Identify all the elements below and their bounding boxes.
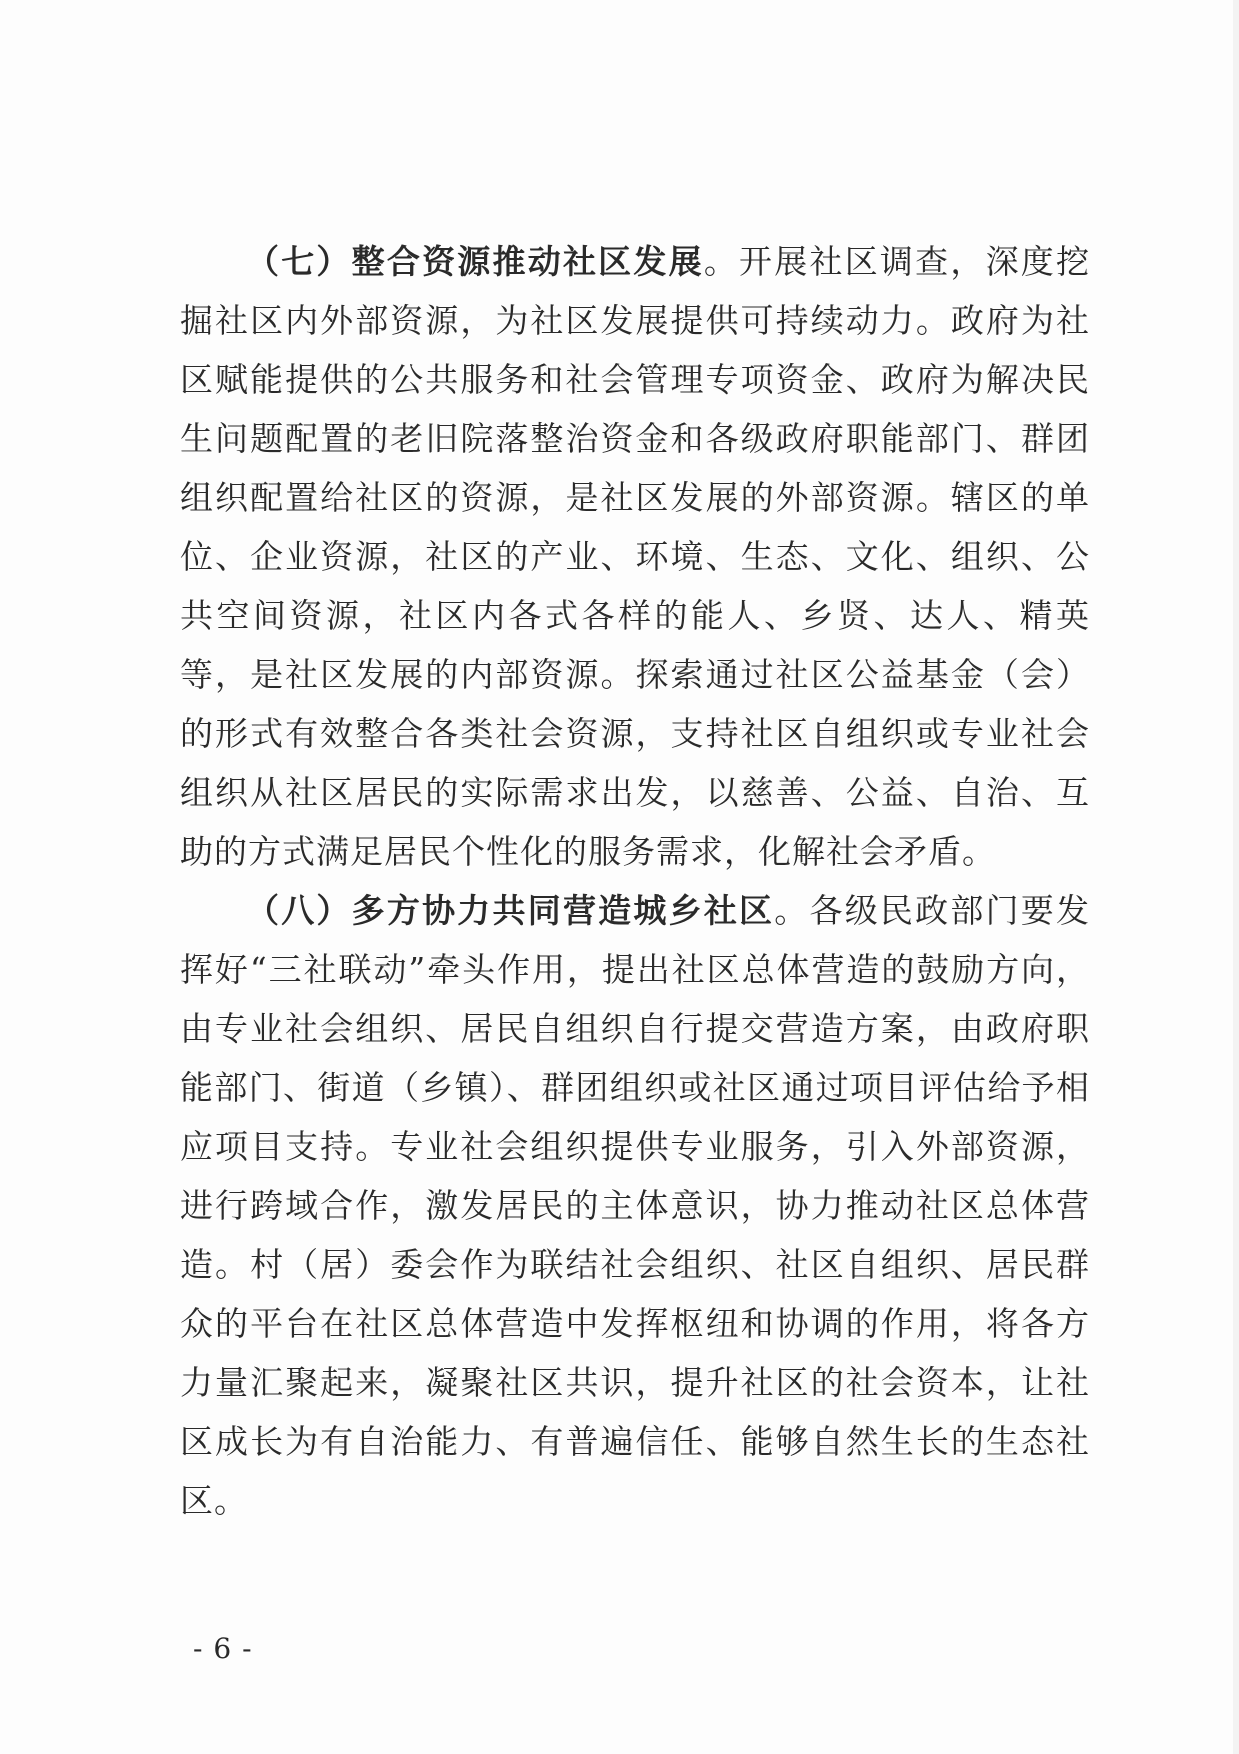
page-number: - 6 - [193,1632,253,1665]
paragraph-7-text: 。开展社区调查，深度挖掘社区内外部资源，为社区发展提供可持续动力。政府为社区赋能提供的公共服务和社会管理专项资金、政府为解决民生问题配置的老旧院落整治资金和各级政府职能部门、群团组织配置给社区的资源，是社区发展的外部资源。辖区的单位、企业资源，社区的产业、环境、生态、文化、组织、公共空间资源，社区内各式各样的能人、乡贤、达人、精英等，是社区发展的内部资源。探索通过社区公益基金（会）的形式有效整合各类社会资源，支持社区自组织或专业社会组织从社区居民的实际需求出发，以慈善、公益、自治、互助的方式满足居民个性化的服务需求，化解社会矛盾。 [180,242,1091,871]
paragraph-7-heading: （七）整合资源推动社区发展 [246,242,704,281]
paragraph-8-text: 。各级民政部门要发挥好“三社联动”牵头作用，提出社区总体营造的鼓励方向，由专业社会组织、居民自组织自行提交营造方案，由政府职能部门、街道（乡镇）、群团组织或社区通过项目评估给予相应项目支持。专业社会组织提供专业服务，引入外部资源，进行跨域合作，激发居民的主体意识，协力推动社区总体营造。村（居）委会作为联结社会组织、社区自组织、居民群众的平台在社区总体营造中发挥枢纽和协调的作用，将各方力量汇聚起来，凝聚社区共识，提升社区的社会资本，让社区成长为有自治能力、有普遍信任、能够自然生长的生态社区。 [180,891,1091,1520]
paragraph-8-heading: （八）多方协力共同营造城乡社区 [246,891,775,930]
document-body [180,232,1090,1530]
paragraph-8 [180,881,1090,1530]
scan-edge [1233,0,1239,1754]
paragraph-7 [180,232,1090,881]
